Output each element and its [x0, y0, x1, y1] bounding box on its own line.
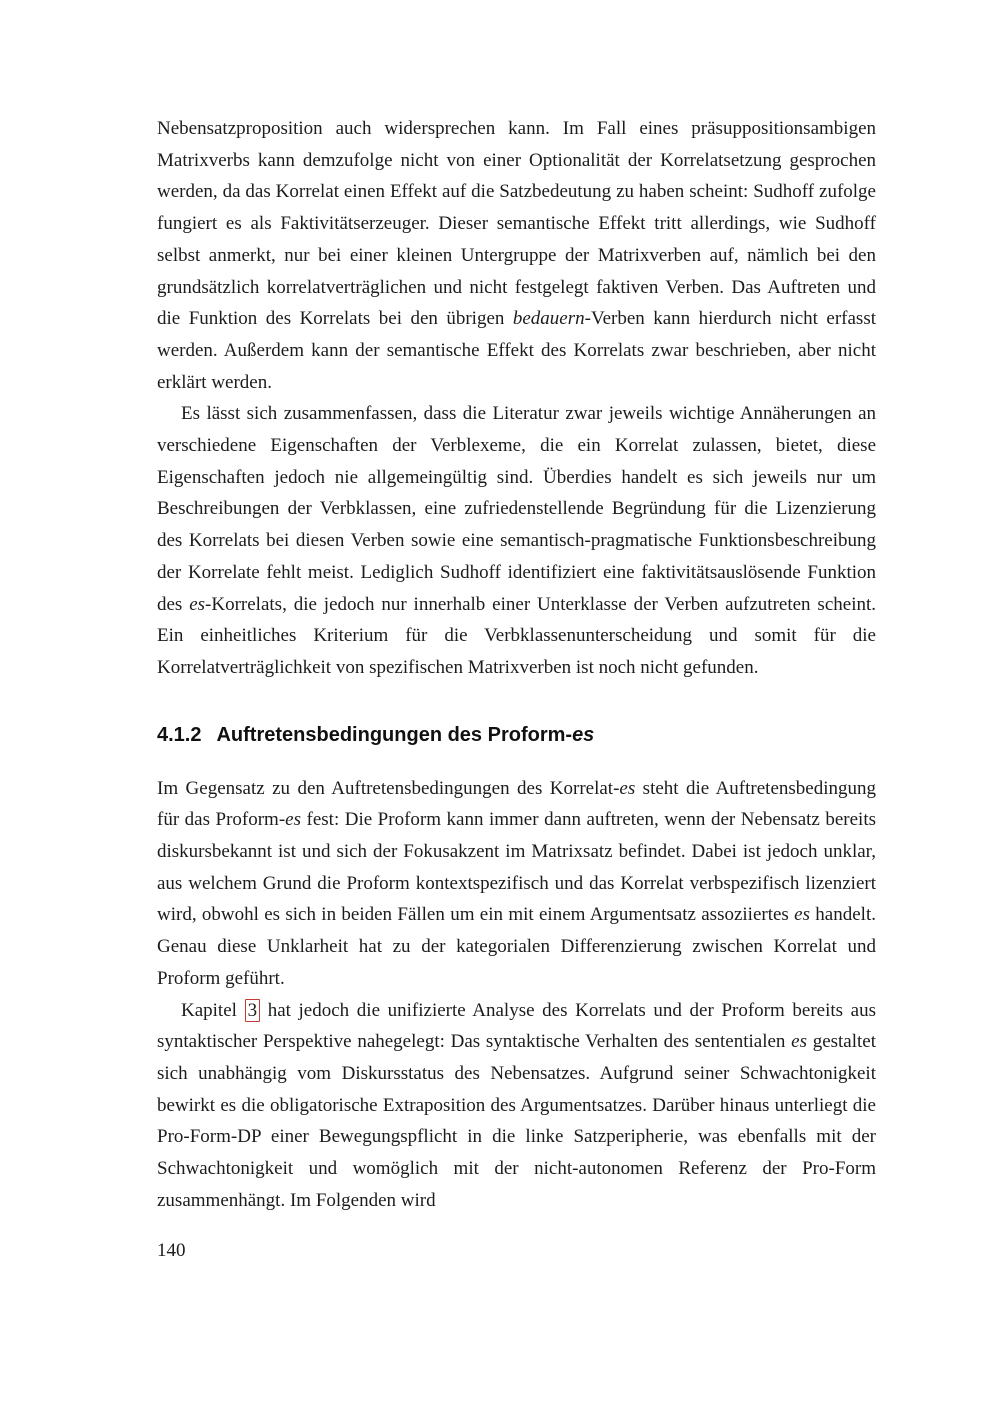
- italic-term-es: es: [285, 809, 301, 831]
- section-heading: [157, 723, 876, 748]
- body-text: Nebensatzproposition auch widersprechen kann. Im Fall eines präsuppositionsambigen Matrixverbs kann demzufolge nicht von einer Optionalität der Korrelatsetzung gesprochen werden, da das Korrelat einen Effekt auf die Satzbedeutung zu haben scheint: Sudhoff zufolge fungiert es als Faktivitätserzeuger. Dieser semantische Effekt tritt allerdings, wie Sudhoff selbst anmerkt, nur bei einer kleinen Untergruppe der Matrixverben auf, nämlich bei den grundsätzlich korrelatverträglichen und nicht festgelegt faktiven Verben. Das Auftreten und die Funktion des Korrelats bei den übrigen: [157, 118, 876, 330]
- body-text: hat jedoch die unifizierte Analyse des Korrelats und der Proform bereits aus syntaktischer Perspektive nahegelegt: Das syntaktische Verhalten des sententialen: [157, 999, 876, 1053]
- body-text: handelt. Genau diese Unklarheit hat zu der kategorialen Differenzierung zwischen Korrelat und Proform geführt.: [157, 904, 876, 989]
- italic-term-es: es: [791, 1031, 807, 1053]
- section-title-text: Auftretensbedingungen des Proform-: [216, 723, 573, 746]
- section-title-italic-es: es: [572, 723, 595, 746]
- body-text: -Korrelats, die jedoch nur innerhalb einer Unterklasse der Verben aufzutreten scheint. Ein einheitliches Kriterium für die Verbklassenunterscheidung und somit für die Korrelatverträglichkeit von spezifischen Matrixverben ist noch nicht gefunden.: [157, 593, 877, 678]
- paragraph-1: [157, 113, 876, 398]
- italic-term-bedauern: bedauern: [512, 308, 585, 330]
- italic-term-es: es: [794, 904, 810, 926]
- body-text: -Verben kann hierdurch nicht erfasst werden. Außerdem kann der semantische Effekt des Korrelats zwar beschrieben, aber nicht erklärt werden.: [157, 308, 876, 393]
- body-text: fest: Die Proform kann immer dann auftreten, wenn der Nebensatz bereits diskursbekannt ist und sich der Fokusakzent im Matrixsatz befindet. Dabei ist jedoch unklar, aus welchem Grund die Proform kontextspezifisch und das Korrelat verbspezifisch lizenziert wird, obwohl es sich in beiden Fällen um ein mit einem Argumentsatz assoziiertes: [157, 809, 877, 926]
- page-number: 140: [157, 1240, 186, 1261]
- section-number: 4.1.2: [157, 723, 202, 746]
- chapter-3-reference-link[interactable]: 3: [245, 999, 261, 1022]
- body-text: Kapitel: [181, 999, 245, 1021]
- text-block: [157, 113, 876, 1217]
- body-text: Es lässt sich zusammenfassen, dass die Literatur zwar jeweils wichtige Annäherungen an verschiedene Eigenschaften der Verblexeme, die ein Korrelat zulassen, bietet, diese Eigenschaften jedoch nie allgemeingültig sind. Überdies handelt es sich jeweils nur um Beschreibungen der Verbklassen, eine zufriedenstellende Begründung für die Lizenzierung des Korrelats bei diesen Verben sowie eine semantisch-pragmatische Funktionsbeschreibung der Korrelate fehlt meist. Lediglich Sudhoff identifiziert eine faktivitätsauslösende Funktion des: [157, 403, 876, 615]
- paragraph-2: [157, 398, 876, 683]
- italic-term-es: es: [189, 593, 206, 615]
- body-text: Im Gegensatz zu den Auftretensbedingungen des Korrelat-: [157, 777, 620, 799]
- paragraph-3: [157, 773, 876, 995]
- paragraph-4: [157, 995, 876, 1217]
- body-text: steht die Auftretensbedingung für das Proform-: [157, 777, 876, 831]
- italic-term-es: es: [619, 777, 636, 799]
- body-text: gestaltet sich unabhängig vom Diskursstatus des Nebensatzes. Aufgrund seiner Schwachtonigkeit bewirkt es die obligatorische Extraposition des Argumentsatzes. Darüber hinaus unterliegt die Pro-Form-DP einer Bewegungspflicht in die linke Satzperipherie, was ebenfalls mit der Schwachtonigkeit und womöglich mit der nicht-autonomen Referenz der Pro-Form zusammenhängt. Im Folgenden wird: [157, 1031, 877, 1211]
